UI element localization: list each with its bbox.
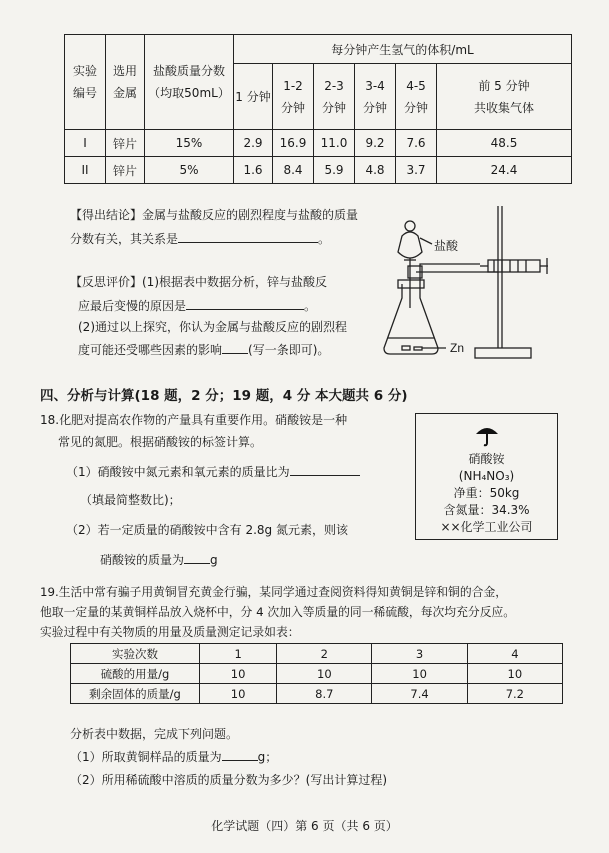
col-header-5: 4-5 分钟 — [396, 64, 437, 130]
cell-value: 3 — [372, 644, 467, 664]
cell-id: II — [65, 157, 106, 184]
q18-unit: g — [210, 553, 218, 567]
conclusion-line1: 【得出结论】金属与盐酸反应的剧烈程度与盐酸的质量 — [70, 208, 359, 222]
col-header-total: 前 5 分钟 共收集气体 — [437, 64, 572, 130]
q18-text: 硝酸铵的质量为 — [100, 553, 185, 567]
cell-value: 7.2 — [467, 684, 562, 704]
q19-after: 分析表中数据，完成下列问题。 — [70, 727, 239, 741]
cell-value: 10 — [200, 684, 277, 704]
cell-value: 11.0 — [314, 130, 355, 157]
cell-value: 48.5 — [437, 130, 572, 157]
header-solid: 剩余固体的质量/g — [71, 684, 200, 704]
reflect-text: 度可能还受哪些因素的影响 — [78, 343, 223, 357]
apparatus-diagram — [380, 198, 550, 370]
answer-blank[interactable] — [186, 297, 304, 310]
fertilizer-label — [415, 413, 558, 540]
label-name: 硝酸铵 — [468, 452, 505, 466]
q19-line3: 实验过程中有关物质的用量及质量测定记录如表： — [40, 625, 300, 639]
header-metal: 选用 金属 — [106, 35, 145, 130]
cell-value: 10 — [372, 664, 467, 684]
cell-value: 8.7 — [277, 684, 372, 704]
q19-q1 — [70, 748, 277, 765]
cell-value: 5.9 — [314, 157, 355, 184]
q18-line2: 常见的氮肥。根据硝酸铵的标签计算。 — [58, 435, 263, 449]
cell-value: 4 — [467, 644, 562, 664]
answer-blank[interactable] — [184, 551, 210, 564]
cell-value: 10 — [467, 664, 562, 684]
header-concentration: 盐酸质量分数 （均取50mL） — [145, 35, 234, 130]
hydrogen-volume-table — [64, 34, 572, 184]
answer-blank[interactable] — [290, 463, 360, 476]
reflect-end: (写一条即可)。 — [248, 343, 330, 357]
label-formula: (NH₄NO₃) — [458, 469, 515, 483]
col-header-3: 2-3 分钟 — [314, 64, 355, 130]
reflect-line4 — [78, 341, 329, 358]
q18-text: （1）硝酸铵中氮元素和氧元素的质量比为 — [66, 465, 290, 479]
cell-value: 7.4 — [372, 684, 467, 704]
reflect-text: 应最后变慢的原因是 — [78, 299, 187, 313]
conclusion-line2 — [70, 230, 330, 247]
cell-value: 7.6 — [396, 130, 437, 157]
section-heading: 四、分析与计算(18 题，2 分；19 题，4 分 本大题共 6 分) — [40, 388, 408, 404]
umbrella-icon — [474, 422, 500, 448]
reflect-line3: (2)通过以上探究，你认为金属与盐酸反应的剧烈程 — [78, 320, 347, 334]
q19-line2: 他取一定量的某黄铜样品放入烧杯中，分 4 次加入等质量的同一稀硫酸，每次均充分反应。 — [40, 605, 516, 619]
table-row — [71, 684, 563, 704]
cell-value: 1.6 — [234, 157, 273, 184]
conclusion-text: 分数有关，其关系是 — [70, 232, 179, 246]
cell-value: 9.2 — [355, 130, 396, 157]
cell-value: 3.7 — [396, 157, 437, 184]
cell-metal: 锌片 — [106, 157, 145, 184]
cell-value: 4.8 — [355, 157, 396, 184]
label-weight: 净重：50kg — [453, 486, 520, 500]
answer-blank[interactable] — [222, 748, 258, 761]
answer-blank[interactable] — [222, 341, 248, 354]
header-exp-id: 实验 编号 — [65, 35, 106, 130]
cell-value: 10 — [277, 664, 372, 684]
col-header-1: 1 分钟 — [234, 64, 273, 130]
header-times: 实验次数 — [71, 644, 200, 664]
cell-conc: 15% — [145, 130, 234, 157]
cell-metal: 锌片 — [106, 130, 145, 157]
reflect-line1: 【反思评价】(1)根据表中数据分析，锌与盐酸反 — [70, 275, 327, 289]
cell-id: I — [65, 130, 106, 157]
page-footer: 化学试题（四）第 6 页（共 6 页） — [211, 819, 398, 833]
q18-line5: （2）若一定质量的硝酸铵中含有 2.8g 氮元素，则该 — [66, 523, 348, 537]
table-row — [65, 130, 572, 157]
reflect-end: 。 — [304, 299, 317, 313]
cell-value: 8.4 — [273, 157, 314, 184]
table-row — [71, 664, 563, 684]
col-header-4: 3-4 分钟 — [355, 64, 396, 130]
answer-blank[interactable] — [178, 230, 318, 243]
label-nitrogen: 含氮量：34.3% — [443, 503, 530, 517]
cell-value: 1 — [200, 644, 277, 664]
cell-value: 10 — [200, 664, 277, 684]
conclusion-end: 。 — [318, 232, 331, 246]
table-row — [65, 157, 572, 184]
cell-value: 2 — [277, 644, 372, 664]
q18-line1: 18.化肥对提高农作物的产量具有重要作用。硝酸铵是一种 — [40, 413, 348, 427]
header-acid: 硫酸的用量/g — [71, 664, 200, 684]
acid-label: 盐酸 — [434, 239, 459, 253]
reflect-line2 — [78, 297, 316, 314]
q19-text: （1）所取黄铜样品的质量为 — [70, 750, 222, 764]
cell-value: 16.9 — [273, 130, 314, 157]
zn-label: Zn — [450, 341, 465, 355]
q19-line1: 19.生活中常有骗子用黄铜冒充黄金行骗，某同学通过查阅资料得知黄铜是锌和铜的合金， — [40, 585, 508, 599]
cell-conc: 5% — [145, 157, 234, 184]
q18-line6 — [100, 551, 218, 568]
col-header-2: 1-2 分钟 — [273, 64, 314, 130]
label-company: ××化学工业公司 — [440, 520, 533, 534]
q19-q2: （2）所用稀硫酸中溶质的质量分数为多少？(写出计算过程) — [70, 773, 388, 787]
cell-value: 2.9 — [234, 130, 273, 157]
q19-unit: g； — [257, 750, 278, 764]
q18-line4: （填最简整数比)； — [80, 493, 181, 507]
q18-line3 — [66, 463, 360, 480]
table-row — [71, 644, 563, 664]
header-volume-per-minute: 每分钟产生氢气的体积/mL — [234, 35, 572, 64]
brass-experiment-table — [70, 643, 563, 704]
cell-value: 24.4 — [437, 157, 572, 184]
